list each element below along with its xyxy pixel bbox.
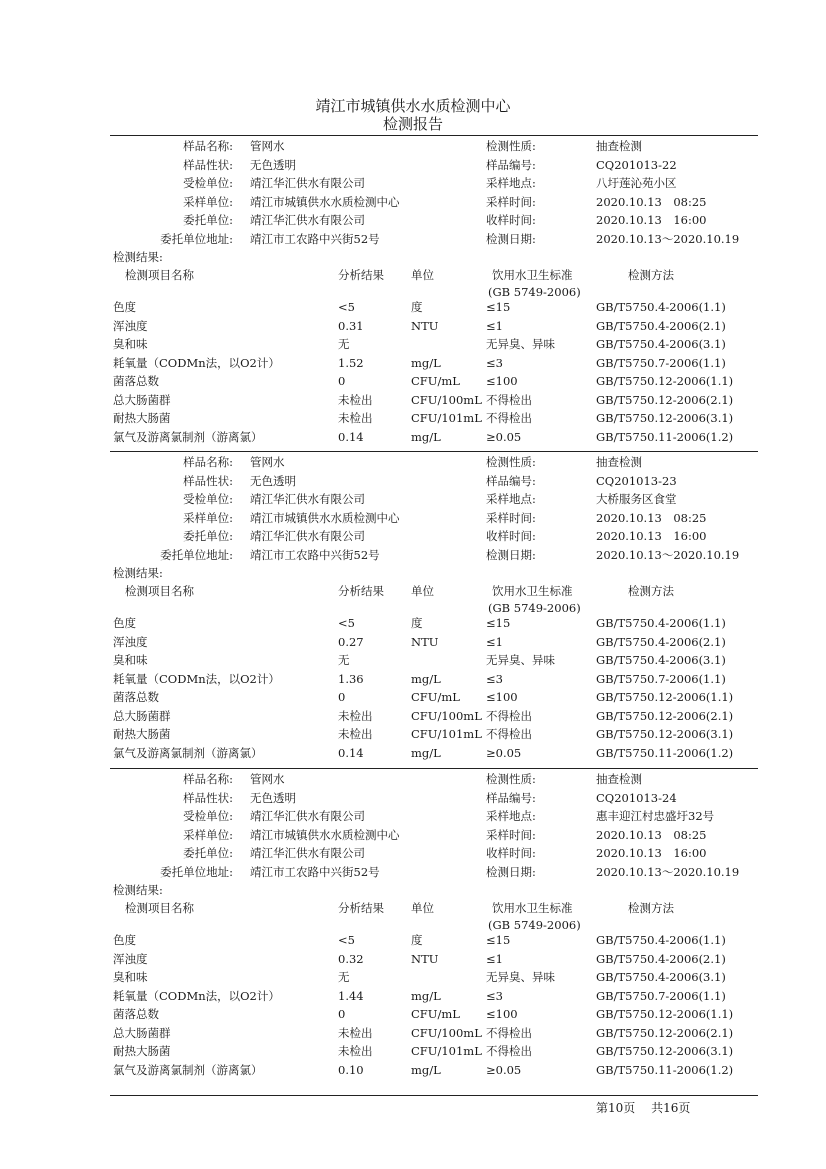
result-standard: 无异臭、异味: [486, 653, 555, 667]
result-item: 色度: [113, 300, 136, 314]
sampling-time-value: 2020.10.13 08:25: [596, 510, 707, 525]
sampling-unit-label-wrap: 采样单位:: [183, 827, 233, 842]
sample-no-value: CQ201013-24: [596, 790, 677, 805]
test-date-value: 2020.10.13～2020.10.19: [596, 547, 740, 562]
result-standard: ≤3: [486, 988, 503, 1003]
client-unit-label-wrap: 委托单位:: [183, 213, 233, 227]
sampling-time-label: 采样时间:: [486, 194, 536, 209]
sample-no-label: 样品编号:: [486, 790, 536, 805]
result-value: 0.14: [338, 745, 364, 760]
receive-time-value: 2020.10.13 16:00: [596, 846, 707, 860]
result-unit: 度: [411, 300, 423, 314]
col-header-unit: 单位: [411, 268, 434, 282]
result-standard: 无异臭、异味: [486, 337, 555, 351]
result-value: 1.44: [338, 988, 364, 1003]
sample-name-label-wrap: 样品名称:: [183, 139, 233, 153]
result-value: 未检出: [338, 392, 373, 407]
sampling-site-label: 采样地点:: [486, 492, 536, 506]
report-title: 检测报告: [382, 115, 443, 133]
result-item: 色度: [113, 933, 136, 947]
sampling-time-label: 采样时间:: [486, 827, 536, 842]
result-standard: ≤3: [486, 671, 503, 686]
result-value: 0.32: [338, 951, 364, 966]
result-unit: 度: [411, 616, 423, 630]
result-standard: ≤100: [486, 690, 518, 704]
col-header-method: 检测方法: [628, 901, 674, 915]
result-item: 色度: [113, 616, 136, 630]
col-header-method: 检测方法: [628, 268, 674, 282]
result-item: 氯气及游离氯制剂（游离氯）: [113, 1062, 263, 1077]
result-item: 耗氧量（CODMn法，以O2计）: [113, 355, 280, 370]
result-value: 0.27: [338, 634, 364, 649]
page-footer: [596, 1099, 702, 1116]
result-value: <5: [338, 616, 355, 630]
inspected-unit-value: 靖江华汇供水有限公司: [250, 492, 365, 506]
result-unit: NTU: [411, 634, 439, 649]
sample-no-value: CQ201013-22: [596, 157, 677, 172]
bottom-divider: [110, 1095, 758, 1096]
result-method: GB/T5750.12-2006(1.1): [596, 1007, 734, 1021]
result-standard: 不得检出: [486, 727, 532, 741]
inspected-unit-value: 靖江华汇供水有限公司: [250, 176, 365, 190]
sample-property-value: 无色透明: [250, 473, 296, 488]
result-value: 无: [338, 653, 350, 667]
result-unit: mg/L: [411, 429, 441, 444]
col-header-item: 检测项目名称: [125, 901, 194, 915]
test-nature-label: 检测性质:: [486, 455, 536, 469]
client-unit-label-wrap: 委托单位:: [183, 529, 233, 543]
sample-name-value: 管网水: [250, 139, 285, 153]
col-header-unit: 单位: [411, 901, 434, 915]
result-value: 未检出: [338, 1044, 373, 1058]
test-date-value: 2020.10.13～2020.10.19: [596, 231, 740, 246]
result-standard: ≤1: [486, 951, 503, 966]
result-unit: mg/L: [411, 671, 441, 686]
result-standard: 不得检出: [486, 411, 532, 425]
client-unit-value: 靖江华汇供水有限公司: [250, 529, 365, 543]
result-standard: ≤3: [486, 355, 503, 370]
section-divider: [110, 768, 758, 769]
sampling-site-label: 采样地点:: [486, 176, 536, 190]
page-number: 第10页: [596, 1101, 636, 1115]
client-address-value: 靖江市工农路中兴街52号: [250, 547, 380, 562]
receive-time-label: 收样时间:: [486, 529, 536, 543]
sampling-time-value: 2020.10.13 08:25: [596, 827, 707, 842]
result-unit: CFU/mL: [411, 1007, 460, 1021]
test-nature-label: 检测性质:: [486, 139, 536, 153]
client-unit-label-wrap: 委托单位:: [183, 846, 233, 860]
results-label: 检测结果:: [113, 566, 163, 580]
sampling-unit-value: 靖江市城镇供水水质检测中心: [250, 510, 400, 525]
result-method: GB/T5750.11-2006(1.2): [596, 429, 734, 444]
result-method: GB/T5750.7-2006(1.1): [596, 355, 726, 370]
result-method: GB/T5750.12-2006(1.1): [596, 690, 734, 704]
result-item: 耗氧量（CODMn法，以O2计）: [113, 671, 280, 686]
center-name: 靖江市城镇供水水质检测中心: [315, 97, 511, 115]
result-unit: CFU/100mL: [411, 1025, 482, 1040]
test-nature-value: 抽查检测: [596, 139, 642, 153]
result-unit: mg/L: [411, 355, 441, 370]
col-header-result: 分析结果: [338, 268, 384, 282]
col-header-result: 分析结果: [338, 901, 384, 915]
sample-property-value: 无色透明: [250, 790, 296, 805]
result-standard: ≤1: [486, 318, 503, 333]
test-date-label: 检测日期:: [486, 547, 536, 562]
client-address-label-wrap: 委托单位地址:: [160, 231, 233, 246]
col-header-standard-sub: (GB 5749-2006): [488, 601, 581, 615]
result-item: 总大肠菌群: [113, 1025, 171, 1040]
client-unit-value: 靖江华汇供水有限公司: [250, 846, 365, 860]
result-method: GB/T5750.4-2006(2.1): [596, 951, 726, 966]
result-standard: 不得检出: [486, 392, 532, 407]
result-method: GB/T5750.11-2006(1.2): [596, 1062, 734, 1077]
sample-no-value: CQ201013-23: [596, 473, 677, 488]
receive-time-label: 收样时间:: [486, 846, 536, 860]
receive-time-label: 收样时间:: [486, 213, 536, 227]
result-value: 0.31: [338, 318, 364, 333]
result-unit: CFU/100mL: [411, 708, 482, 723]
result-value: <5: [338, 300, 355, 314]
section-divider: [110, 451, 758, 452]
client-address-value: 靖江市工农路中兴街52号: [250, 864, 380, 879]
result-item: 耐热大肠菌: [113, 411, 171, 425]
result-method: GB/T5750.4-2006(2.1): [596, 318, 726, 333]
result-method: GB/T5750.4-2006(2.1): [596, 634, 726, 649]
col-header-item: 检测项目名称: [125, 268, 194, 282]
result-standard: 不得检出: [486, 1044, 532, 1058]
result-item: 耐热大肠菌: [113, 1044, 171, 1058]
sample-name-value: 管网水: [250, 772, 285, 786]
test-date-label: 检测日期:: [486, 864, 536, 879]
result-unit: CFU/mL: [411, 690, 460, 704]
result-item: 氯气及游离氯制剂（游离氯）: [113, 745, 263, 760]
sampling-unit-label-wrap: 采样单位:: [183, 510, 233, 525]
client-address-label-wrap: 委托单位地址:: [160, 547, 233, 562]
result-standard: ≥0.05: [486, 429, 522, 444]
sample-property-label-wrap: 样品性状:: [183, 473, 233, 488]
sampling-site-value: 惠丰迎江村忠盛圩32号: [596, 809, 715, 823]
result-standard: ≤1: [486, 634, 503, 649]
result-item: 臭和味: [113, 653, 148, 667]
result-method: GB/T5750.12-2006(1.1): [596, 374, 734, 388]
result-item: 氯气及游离氯制剂（游离氯）: [113, 429, 263, 444]
col-header-standard-sub: (GB 5749-2006): [488, 918, 581, 932]
col-header-standard: 饮用水卫生标准: [492, 268, 573, 282]
sample-property-label-wrap: 样品性状:: [183, 157, 233, 172]
result-unit: CFU/101mL: [411, 1044, 482, 1058]
section-divider: [110, 135, 758, 136]
result-value: 无: [338, 970, 350, 984]
result-unit: mg/L: [411, 745, 441, 760]
result-method: GB/T5750.12-2006(2.1): [596, 392, 734, 407]
sampling-site-value: 大桥服务区食堂: [596, 492, 677, 506]
result-value: 未检出: [338, 1025, 373, 1040]
result-item: 臭和味: [113, 337, 148, 351]
result-method: GB/T5750.4-2006(3.1): [596, 337, 726, 351]
result-value: 0: [338, 374, 346, 388]
result-value: 未检出: [338, 411, 373, 425]
result-value: 未检出: [338, 708, 373, 723]
result-item: 菌落总数: [113, 690, 159, 704]
result-value: 0: [338, 690, 346, 704]
result-unit: CFU/mL: [411, 374, 460, 388]
sampling-time-label: 采样时间:: [486, 510, 536, 525]
result-method: GB/T5750.4-2006(1.1): [596, 616, 726, 630]
sample-name-label-wrap: 样品名称:: [183, 772, 233, 786]
sample-no-label: 样品编号:: [486, 157, 536, 172]
sample-name-value: 管网水: [250, 455, 285, 469]
result-standard: 不得检出: [486, 1025, 532, 1040]
result-value: 1.52: [338, 355, 364, 370]
test-nature-label: 检测性质:: [486, 772, 536, 786]
result-unit: mg/L: [411, 1062, 441, 1077]
col-header-standard-sub: (GB 5749-2006): [488, 285, 581, 299]
result-standard: ≤15: [486, 300, 511, 314]
result-method: GB/T5750.12-2006(2.1): [596, 708, 734, 723]
result-method: GB/T5750.4-2006(3.1): [596, 970, 726, 984]
result-method: GB/T5750.12-2006(3.1): [596, 1044, 734, 1058]
result-method: GB/T5750.11-2006(1.2): [596, 745, 734, 760]
test-nature-value: 抽查检测: [596, 455, 642, 469]
col-header-standard: 饮用水卫生标准: [492, 584, 573, 598]
result-value: <5: [338, 933, 355, 947]
result-value: 未检出: [338, 727, 373, 741]
sampling-site-label: 采样地点:: [486, 809, 536, 823]
sample-name-label-wrap: 样品名称:: [183, 455, 233, 469]
result-unit: mg/L: [411, 988, 441, 1003]
result-method: GB/T5750.7-2006(1.1): [596, 988, 726, 1003]
result-item: 耗氧量（CODMn法，以O2计）: [113, 988, 280, 1003]
receive-time-value: 2020.10.13 16:00: [596, 213, 707, 227]
result-item: 总大肠菌群: [113, 392, 171, 407]
test-date-value: 2020.10.13～2020.10.19: [596, 864, 740, 879]
col-header-item: 检测项目名称: [125, 584, 194, 598]
results-label: 检测结果:: [113, 883, 163, 897]
result-value: 0.10: [338, 1062, 364, 1077]
result-standard: 不得检出: [486, 708, 532, 723]
test-nature-value: 抽查检测: [596, 772, 642, 786]
result-unit: CFU/101mL: [411, 411, 482, 425]
result-item: 菌落总数: [113, 1007, 159, 1021]
result-method: GB/T5750.7-2006(1.1): [596, 671, 726, 686]
col-header-method: 检测方法: [628, 584, 674, 598]
result-item: 浑浊度: [113, 951, 148, 966]
result-method: GB/T5750.12-2006(2.1): [596, 1025, 734, 1040]
result-item: 菌落总数: [113, 374, 159, 388]
col-header-standard: 饮用水卫生标准: [492, 901, 573, 915]
result-standard: ≤15: [486, 933, 511, 947]
sampling-unit-label-wrap: 采样单位:: [183, 194, 233, 209]
sampling-unit-value: 靖江市城镇供水水质检测中心: [250, 827, 400, 842]
result-standard: 无异臭、异味: [486, 970, 555, 984]
result-item: 浑浊度: [113, 318, 148, 333]
result-standard: ≥0.05: [486, 1062, 522, 1077]
sample-property-value: 无色透明: [250, 157, 296, 172]
inspected-unit-value: 靖江华汇供水有限公司: [250, 809, 365, 823]
page-total: 共16页: [651, 1101, 691, 1115]
result-value: 0.14: [338, 429, 364, 444]
client-unit-value: 靖江华汇供水有限公司: [250, 213, 365, 227]
result-item: 浑浊度: [113, 634, 148, 649]
result-method: GB/T5750.12-2006(3.1): [596, 727, 734, 741]
result-item: 臭和味: [113, 970, 148, 984]
client-address-value: 靖江市工农路中兴街52号: [250, 231, 380, 246]
inspected-unit-label-wrap: 受检单位:: [183, 809, 233, 823]
result-method: GB/T5750.4-2006(3.1): [596, 653, 726, 667]
result-value: 1.36: [338, 671, 364, 686]
inspected-unit-label-wrap: 受检单位:: [183, 492, 233, 506]
result-item: 总大肠菌群: [113, 708, 171, 723]
result-unit: CFU/101mL: [411, 727, 482, 741]
result-standard: ≤100: [486, 374, 518, 388]
sampling-time-value: 2020.10.13 08:25: [596, 194, 707, 209]
result-value: 无: [338, 337, 350, 351]
result-standard: ≤15: [486, 616, 511, 630]
result-method: GB/T5750.12-2006(3.1): [596, 411, 734, 425]
receive-time-value: 2020.10.13 16:00: [596, 529, 707, 543]
result-standard: ≤100: [486, 1007, 518, 1021]
sampling-unit-value: 靖江市城镇供水水质检测中心: [250, 194, 400, 209]
result-unit: CFU/100mL: [411, 392, 482, 407]
result-standard: ≥0.05: [486, 745, 522, 760]
col-header-unit: 单位: [411, 584, 434, 598]
result-method: GB/T5750.4-2006(1.1): [596, 300, 726, 314]
sample-property-label-wrap: 样品性状:: [183, 790, 233, 805]
client-address-label-wrap: 委托单位地址:: [160, 864, 233, 879]
sample-no-label: 样品编号:: [486, 473, 536, 488]
result-unit: NTU: [411, 951, 439, 966]
result-unit: NTU: [411, 318, 439, 333]
results-label: 检测结果:: [113, 250, 163, 264]
sampling-site-value: 八圩莲沁苑小区: [596, 176, 677, 190]
result-value: 0: [338, 1007, 346, 1021]
result-item: 耐热大肠菌: [113, 727, 171, 741]
result-method: GB/T5750.4-2006(1.1): [596, 933, 726, 947]
result-unit: 度: [411, 933, 423, 947]
col-header-result: 分析结果: [338, 584, 384, 598]
test-date-label: 检测日期:: [486, 231, 536, 246]
inspected-unit-label-wrap: 受检单位:: [183, 176, 233, 190]
